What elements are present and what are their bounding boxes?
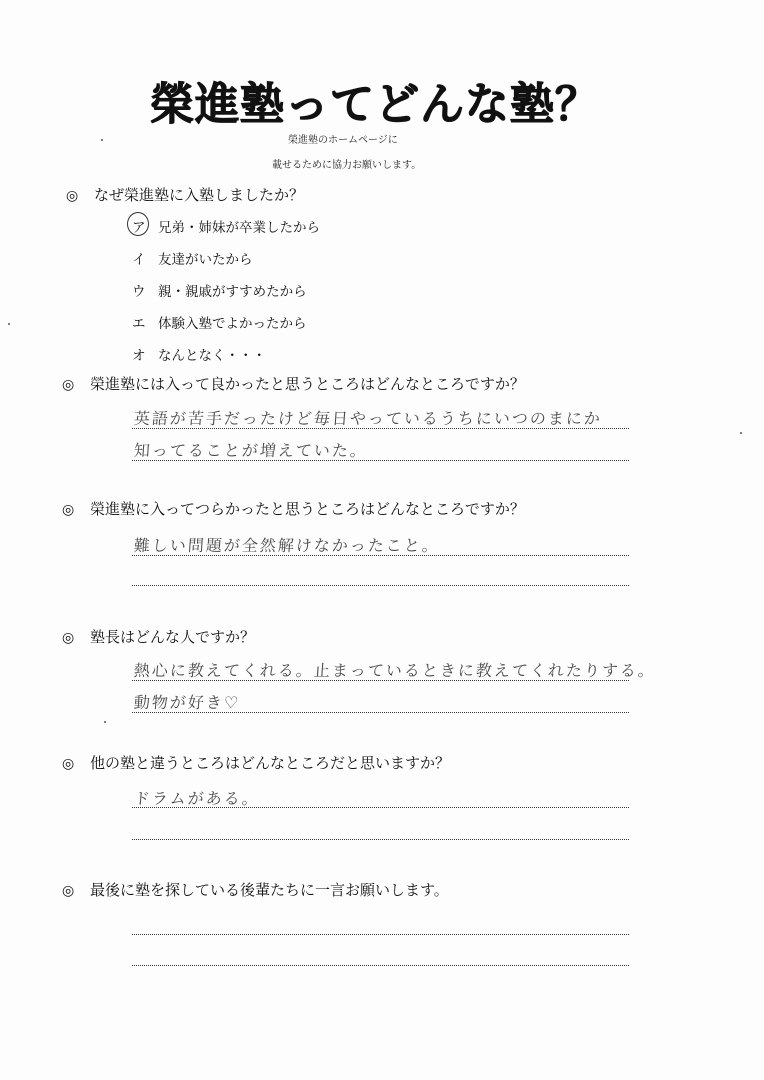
double-circle-icon: ◎ [62,630,75,646]
option-letter: イ [132,252,146,268]
double-circle-icon: ◎ [62,502,75,518]
option-text: 兄弟・姉妹が卒業したから [158,220,320,236]
answer-line [132,585,629,586]
question-2 [62,373,525,394]
question-1-text: なぜ榮進塾に入塾しましたか？ [94,186,305,204]
option-u [132,280,307,300]
answer-2-line-1: 英語が苦手だったけど毎日やっているうちにいつのまにか [133,409,603,428]
option-i [132,248,253,268]
scan-speck [101,139,103,141]
double-circle-icon: ◎ [62,756,75,772]
option-letter: エ [132,316,146,332]
answer-5-line-1: ドラムがある。 [133,789,261,808]
answer-line [132,555,629,556]
double-circle-icon: ◎ [62,377,75,393]
question-3-text: 榮進塾に入ってつらかったと思うところはどんなところですか？ [90,500,525,518]
option-a [132,216,320,236]
answer-line [132,839,629,840]
subtitle-line-1: 榮進塾のホームページに [288,135,398,146]
answer-line [132,934,629,935]
option-text: 親・親戚がすすめたから [158,284,307,300]
question-4 [62,626,255,647]
answer-3-line-1: 難しい問題が全然解けなかったこと。 [133,536,441,555]
subtitle-line-2: 載せるために協力お願いします。 [272,160,422,171]
answer-line [132,428,629,429]
question-6 [62,879,449,900]
answer-4-line-1: 熱心に教えてくれる。止まっているときに教えてくれたりする。 [133,661,657,680]
double-circle-icon: ◎ [66,188,79,204]
answer-line [132,460,629,461]
question-5-text: 他の塾と違うところはどんなところだと思いますか？ [90,754,451,772]
question-4-text: 塾長はどんな人ですか？ [90,628,256,646]
option-letter: ア [132,220,146,236]
option-text: 体験入塾でよかったから [158,316,307,332]
answer-line [132,712,629,713]
scan-speck [740,432,742,434]
answer-line [132,680,629,681]
question-3 [62,498,525,519]
double-circle-icon: ◎ [62,883,75,899]
question-1 [66,184,304,205]
scan-speck [8,323,10,325]
answer-line [132,807,629,808]
question-2-text: 榮進塾には入って良かったと思うところはどんなところですか？ [90,375,525,393]
answer-line [132,965,629,966]
scan-speck [104,721,106,723]
page-title: 榮進塾ってどんな塾？ [150,79,600,130]
option-letter: ウ [132,284,146,300]
answer-4-line-2: 動物が好き♡ [133,693,241,712]
question-6-text: 最後に塾を探している後輩たちに一言お願いします。 [90,881,449,899]
option-text: なんとなく・・・ [158,348,266,364]
option-letter: オ [132,348,146,364]
question-5 [62,752,450,773]
option-text: 友達がいたから [158,252,253,268]
answer-2-line-2: 知ってることが増えていた。 [133,441,369,460]
option-e [132,312,307,332]
option-o [132,344,266,364]
